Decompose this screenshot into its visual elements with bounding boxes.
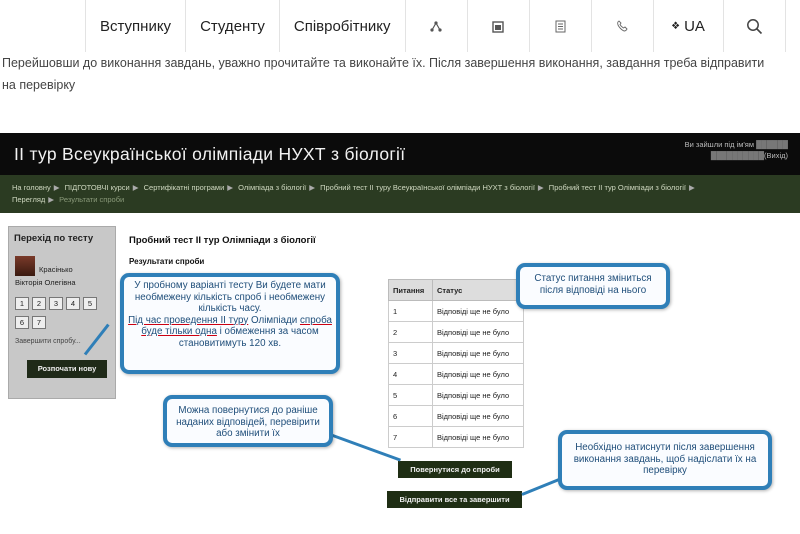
attempts-text-2: Під час проведення ІІ туру <box>128 314 249 326</box>
user-name-second: Вікторія Олегівна <box>15 278 76 287</box>
question-button-5[interactable]: 5 <box>83 297 97 310</box>
breadcrumb-view[interactable]: Перегляд <box>12 195 46 204</box>
question-button-3[interactable]: 3 <box>49 297 63 310</box>
question-status: Відповіді ще не було <box>433 406 524 427</box>
user-name-first: Красінько <box>39 265 73 274</box>
breadcrumb: На головну ▶ ПІДГОТОВЧІ курси ▶ Сертифікатні програми ▶ Олімпіада з біології ▶ Пробний тест ІІ туру Всеукраїнської олімпіади НУХТ з біології ▶ Пробний тест ІІ тур Олімпіади з біології ▶ Перегляд ▶ Результати спроби <box>0 175 800 213</box>
table-row <box>389 343 524 364</box>
calendar-icon[interactable] <box>468 0 530 52</box>
column-status: Статус <box>433 280 524 301</box>
nav-item-staff[interactable]: Співробітнику <box>280 0 406 52</box>
table-row <box>389 427 524 448</box>
return-to-attempt-button[interactable]: Повернутися до спроби <box>398 461 512 478</box>
language-label: UA <box>684 17 705 35</box>
question-status: Відповіді ще не було <box>433 427 524 448</box>
table-row <box>389 322 524 343</box>
question-number[interactable]: 6 <box>389 406 433 427</box>
network-icon[interactable] <box>406 0 468 52</box>
breadcrumb-programs[interactable]: Сертифікатні програми <box>143 183 225 192</box>
nav-item-applicant[interactable]: Вступнику <box>86 0 186 52</box>
logout-link[interactable]: (Вихід) <box>764 151 788 160</box>
question-number[interactable]: 3 <box>389 343 433 364</box>
return-callout: Можна повернутися до раніше наданих відповідей, перевірити або змінити їх <box>163 395 333 447</box>
quiz-navigation-title: Перехід по тесту <box>14 233 94 244</box>
question-button-4[interactable]: 4 <box>66 297 80 310</box>
status-callout: Статус питання зміниться після відповіді на нього <box>516 263 670 309</box>
breadcrumb-current: Результати спроби <box>59 195 125 204</box>
flag-icon: ❖ <box>671 20 681 32</box>
attempts-text-5: і обмеження за часом становитимуть 120 хв. <box>178 326 319 349</box>
start-new-attempt-button[interactable]: Розпочати нову <box>27 360 107 378</box>
table-header-row <box>389 280 524 301</box>
breadcrumb-olympiad[interactable]: Олімпіада з біології <box>238 183 307 192</box>
breadcrumb-test[interactable]: Пробний тест ІІ тур Олімпіади з біології <box>548 183 687 192</box>
question-number[interactable]: 1 <box>389 301 433 322</box>
question-button-6[interactable]: 6 <box>15 316 29 329</box>
language-switcher[interactable] <box>654 0 724 52</box>
finish-attempt-link[interactable]: Завершити спробу... <box>15 338 81 345</box>
table-row <box>389 385 524 406</box>
question-button-2[interactable]: 2 <box>32 297 46 310</box>
question-number[interactable]: 5 <box>389 385 433 406</box>
question-button-7[interactable]: 7 <box>32 316 46 329</box>
quiz-title: Пробний тест ІІ тур Олімпіади з біології <box>129 235 316 246</box>
results-heading: Результати спроби <box>129 257 205 266</box>
question-status: Відповіді ще не було <box>433 343 524 364</box>
attempts-text-3: Олімпіади <box>250 314 298 326</box>
top-navigation <box>85 0 800 52</box>
question-number[interactable]: 7 <box>389 427 433 448</box>
submit-callout: Необхідно натиснути після завершення виконання завдань, щоб надіслати їх на перевірку <box>558 430 772 490</box>
question-button-1[interactable]: 1 <box>15 297 29 310</box>
question-status: Відповіді ще не було <box>433 322 524 343</box>
table-row <box>389 301 524 322</box>
question-status: Відповіді ще не було <box>433 364 524 385</box>
breadcrumb-home[interactable]: На головну <box>12 183 51 192</box>
attempts-text-1: У пробному варіанті тесту Ви будете мати необмежену кількість спроб і необмежену кількість часу. <box>134 280 326 314</box>
quiz-navigation-block <box>8 226 116 399</box>
phone-icon[interactable] <box>592 0 654 52</box>
avatar <box>15 256 35 276</box>
breadcrumb-courses[interactable]: ПІДГОТОВЧІ курси <box>64 183 130 192</box>
table-row <box>389 406 524 427</box>
document-icon[interactable] <box>530 0 592 52</box>
moodle-header <box>0 133 800 175</box>
moodle-screenshot <box>0 133 800 513</box>
question-number[interactable]: 4 <box>389 364 433 385</box>
question-status: Відповіді ще не було <box>433 385 524 406</box>
breadcrumb-trial-test[interactable]: Пробний тест ІІ туру Всеукраїнської олімпіади НУХТ з біології <box>320 183 535 192</box>
attempts-callout <box>120 273 340 374</box>
attempt-summary-table <box>388 279 524 448</box>
question-number[interactable]: 2 <box>389 322 433 343</box>
login-text: Ви зайшли під ім'ям <box>684 140 755 149</box>
site-title: ІІ тур Всеукраїнської олімпіади НУХТ з біології <box>14 144 406 164</box>
login-info: Ви зайшли під ім'ям ██████ ██████████(Вихід) <box>684 140 788 160</box>
table-row <box>389 364 524 385</box>
column-question: Питання <box>389 280 433 301</box>
nav-item-student[interactable]: Студенту <box>186 0 280 52</box>
intro-line-2: на перевірку <box>2 78 76 92</box>
question-status: Відповіді ще не було <box>433 301 524 322</box>
intro-text <box>0 52 800 96</box>
intro-line-1: Перейшовши до виконання завдань, уважно прочитайте та виконайте їх. Після завершення виконання, завдання треба відправити <box>2 56 765 70</box>
attempts-text-4: спроба буде тільки одна <box>141 314 332 337</box>
submit-all-button[interactable]: Відправити все та завершити <box>387 491 522 508</box>
search-icon[interactable] <box>724 0 786 52</box>
